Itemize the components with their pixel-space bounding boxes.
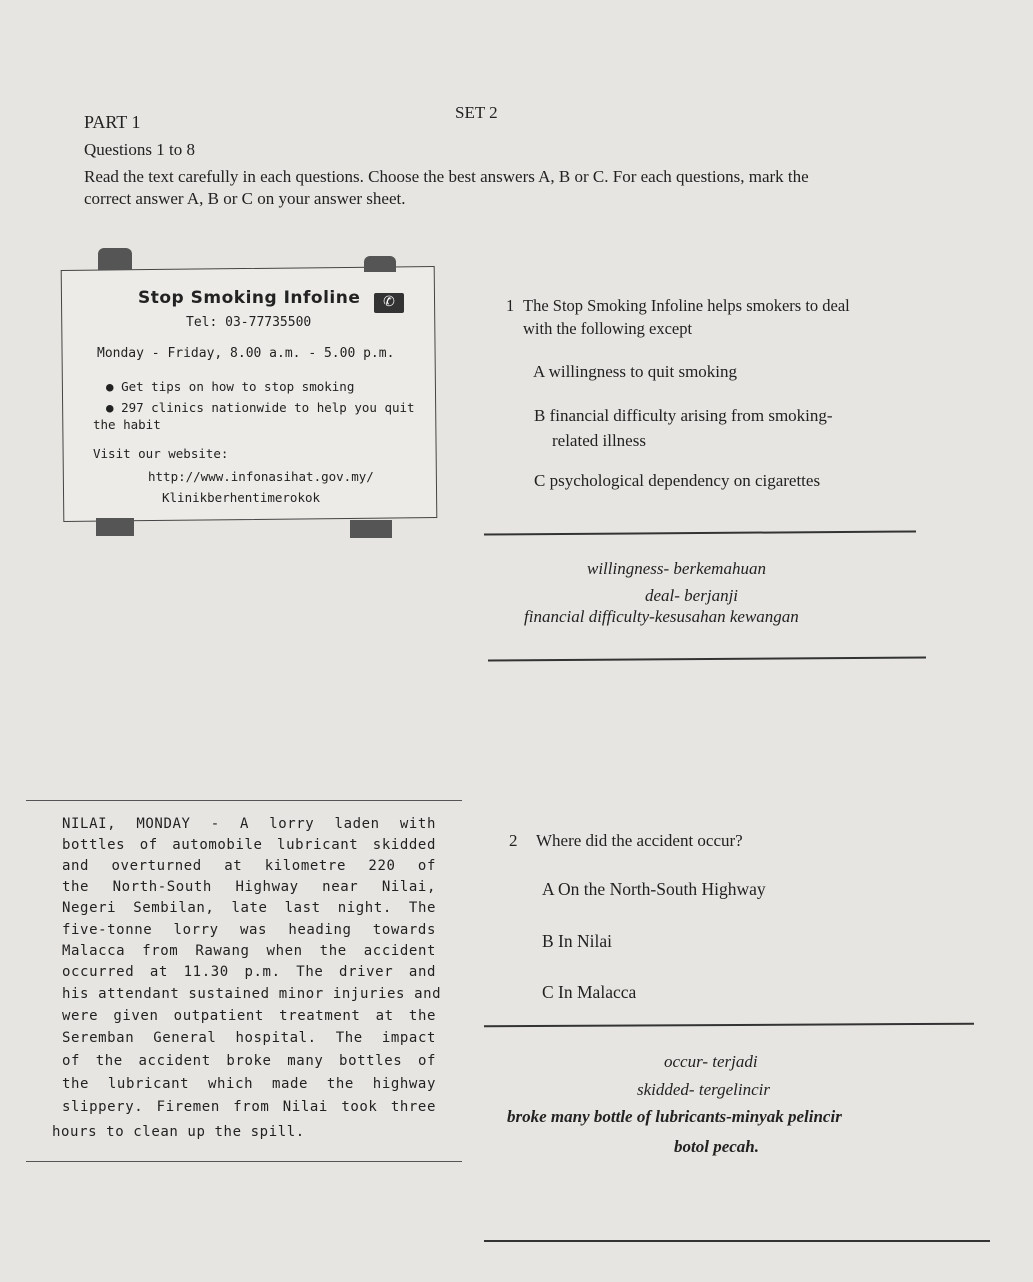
notice-tip-1: ● Get tips on how to stop smoking — [106, 379, 355, 394]
notice-visit: Visit our website: — [93, 446, 229, 461]
q2-number: 2 — [509, 831, 518, 850]
article-line-2: bottles of automobile lubricant skidded — [62, 837, 436, 853]
notice-hours: Monday - Friday, 8.00 a.m. - 5.00 p.m. — [97, 346, 395, 361]
q2-option-c[interactable]: C In Malacca — [542, 982, 637, 1002]
article-line-14: slippery. Firemen from Nilai took three — [62, 1099, 436, 1115]
article-line-4: the North-South Highway near Nilai, — [62, 879, 436, 895]
notice-post-top-left — [98, 248, 132, 270]
divider-q2-bottom — [484, 1240, 990, 1242]
notice-post-bottom-left — [96, 518, 134, 536]
instructions: Read the text carefully in each questions. Choose the best answers A, B or C. For each questions, mark the correct answer A, B or C on your answer sheet. — [84, 167, 809, 208]
vocab-1-item-3: financial difficulty-kesusahan kewangan — [524, 607, 799, 626]
article-line-3: and overturned at kilometre 220 of — [62, 858, 436, 874]
notice-tip-2-cont: the habit — [93, 417, 161, 432]
notice-url: http://www.infonasihat.gov.my/ — [148, 469, 374, 484]
q1-option-b-cont[interactable]: related illness — [552, 431, 646, 450]
q1-option-b[interactable]: B financial difficulty arising from smoking- — [534, 406, 833, 425]
article-line-12: of the accident broke many bottles of — [62, 1053, 436, 1069]
article-line-11: Seremban General hospital. The impact — [62, 1030, 436, 1046]
phone-icon: ✆ — [374, 293, 404, 313]
notice-site: Klinikberhentimerokok — [162, 490, 321, 505]
article-line-6: five-tonne lorry was heading towards — [62, 922, 436, 938]
article-line-7: Malacca from Rawang when the accident — [62, 943, 436, 959]
vocab-2-item-3: broke many bottle of lubricants-minyak pelincir — [507, 1107, 842, 1126]
notice-tip-2: ● 297 clinics nationwide to help you quit — [106, 400, 415, 415]
article-line-5: Negeri Sembilan, late last night. The — [62, 900, 436, 916]
article-line-10: were given outpatient treatment at the — [62, 1008, 436, 1024]
q2-option-a[interactable]: A On the North-South Highway — [542, 879, 766, 899]
notice-post-top-right — [364, 256, 396, 272]
q2-option-b[interactable]: B In Nilai — [542, 931, 612, 951]
article-line-15: hours to clean up the spill. — [52, 1124, 305, 1140]
q1-option-a[interactable]: A willingness to quit smoking — [533, 362, 738, 381]
vocab-1-item-1: willingness- berkemahuan — [587, 559, 766, 578]
article-line-9: his attendant sustained minor injuries and — [62, 986, 442, 1002]
notice-post-bottom-right — [350, 520, 392, 538]
q1-number: 1 — [506, 296, 515, 315]
notice-title: Stop Smoking Infoline — [138, 288, 361, 308]
set-label: SET 2 — [455, 103, 498, 122]
part-label: PART 1 — [84, 112, 141, 132]
article-line-1: NILAI, MONDAY - A lorry laden with — [62, 816, 436, 832]
notice-tel: Tel: 03-77735500 — [186, 315, 312, 330]
divider-q1-bottom — [488, 656, 926, 661]
bullet-icon: ● — [106, 379, 122, 394]
vocab-2-item-2: skidded- tergelincir — [637, 1080, 770, 1099]
bullet-icon: ● — [106, 400, 122, 415]
q1-option-c[interactable]: C psychological dependency on cigarettes — [534, 471, 821, 490]
divider-q1-top — [484, 530, 916, 535]
vocab-2-item-4: botol pecah. — [674, 1137, 759, 1156]
q1-text-line-1: The Stop Smoking Infoline helps smokers to deal — [523, 296, 850, 315]
q2-text: Where did the accident occur? — [536, 831, 743, 850]
article-line-8: occurred at 11.30 p.m. The driver and — [62, 964, 436, 980]
q1-text-line-2: with the following except — [523, 319, 693, 338]
article-line-13: the lubricant which made the highway — [62, 1076, 436, 1092]
vocab-1-item-2: deal- berjanji — [645, 586, 739, 605]
vocab-2-item-1: occur- terjadi — [664, 1052, 758, 1071]
questions-range: Questions 1 to 8 — [84, 140, 195, 159]
divider-q2-top — [484, 1023, 974, 1028]
